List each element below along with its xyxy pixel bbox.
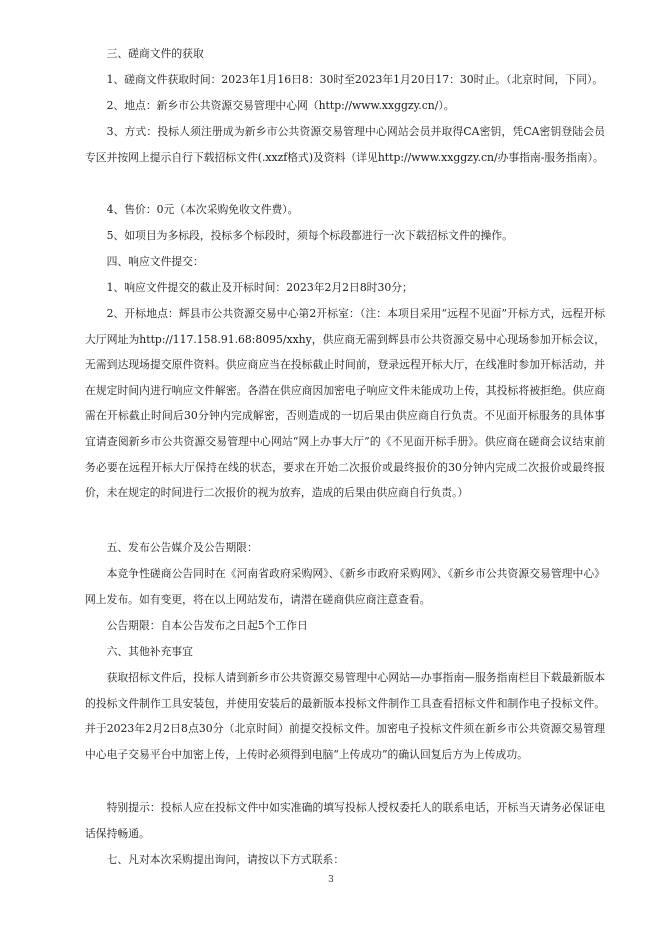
paragraph-publication: 本竞争性磋商公告同时在《河南省政府采购网》、《新乡市政府采购网》、《新乡市公共资源交易管理中心》网上发布。如有变更，将在以上网站发布，请潜在磋商供应商注意查看。 — [85, 567, 605, 606]
section-heading-6: 六、其他补充事宜 — [106, 645, 193, 658]
paragraph-multi-lot: 5、如项目为多标段，投标多个标段时，须每个标段都进行一次下载招标文件的操作。 — [106, 229, 513, 242]
paragraph-price: 4、售价：0元（本次采购免收文件费）。 — [106, 203, 299, 216]
paragraph-obtain-time: 1、磋商文件获取时间：2023年1月16日8：30时至2023年1月20日17：30时止。（北京时间，下同）。 — [106, 73, 604, 86]
section-heading-7: 七、凡对本次采购提出询问，请按以下方式联系： — [106, 853, 345, 866]
paragraph-deadline: 1、响应文件提交的截止及开标时间：2023年2月2日8时30分； — [106, 281, 413, 294]
section-heading-4: 四、响应文件提交： — [106, 255, 204, 268]
paragraph-method: 3、方式：投标人须注册成为新乡市公共资源交易管理中心网站会员并取得CA密钥，凭CA密钥登陆会员专区并按网上提示自行下载招标文件(.xxzf格式)及资料（详见http://www.xxggzy.cn/办事指南-服务指南）。 — [85, 125, 605, 164]
page-number: 3 — [328, 875, 334, 885]
paragraph-opening-place: 2、开标地点：辉县市公共资源交易中心第2开标室：（注：本项目采用“远程不见面”开标方式，远程开标大厅网址为http://117.158.91.68:8095/xxhy，供应商无需到辉县市公共资源交易中心现场参加开标会议，无需到达现场提交原件资料。供应商应当在投标截止时间前，登录远程开标大厅，在线准时参加开标活动，并在规定时间内进行响应文件解密。各潜在供应商因加密电子响应文件未能成功上传，其投标将被拒绝。供应商需在开标截止时间后30分钟内完成解密，否则造成的一切后果由供应商自行负责。不见面开标服务的具体事宜请查阅新乡市公共资源交易管理中心网站“网上办事大厅”的《不见面开标手册》。供应商在磋商会议结束前务必要在远程开标大厅保持在线的状态，要求在开始二次报价或最终报价的30分钟内完成二次报价或最终报价，未在规定的时间进行二次报价的视为放弃，造成的后果由供应商自行负责。） — [85, 307, 605, 500]
paragraph-special-note: 特别提示：投标人应在投标文件中如实准确的填写投标人授权委托人的联系电话，开标当天请务必保证电话保持畅通。 — [85, 801, 605, 840]
section-heading-3: 三、磋商文件的获取 — [106, 47, 204, 60]
paragraph-notice-period: 公告期限：自本公告发布之日起5个工作日 — [106, 619, 308, 632]
section-heading-5: 五、发布公告媒介及公告期限： — [106, 541, 258, 554]
paragraph-supplement: 获取招标文件后，投标人请到新乡市公共资源交易管理中心网站—办事指南—服务指南栏目下载最新版本的投标文件制作工具安装包，并使用安装后的最新版本投标文件制作工具查看招标文件和制作电子投标文件。并于2023年2月2日8点30分（北京时间）前提交投标文件。加密电子投标文件须在新乡市公共资源交易管理中心电子交易平台中加密上传，上传时必须得到电脑“上传成功”的确认回复后方为上传成功。 — [85, 671, 605, 761]
paragraph-location: 2、地点：新乡市公共资源交易管理中心网（http://www.xxggzy.cn/）。 — [106, 99, 455, 112]
